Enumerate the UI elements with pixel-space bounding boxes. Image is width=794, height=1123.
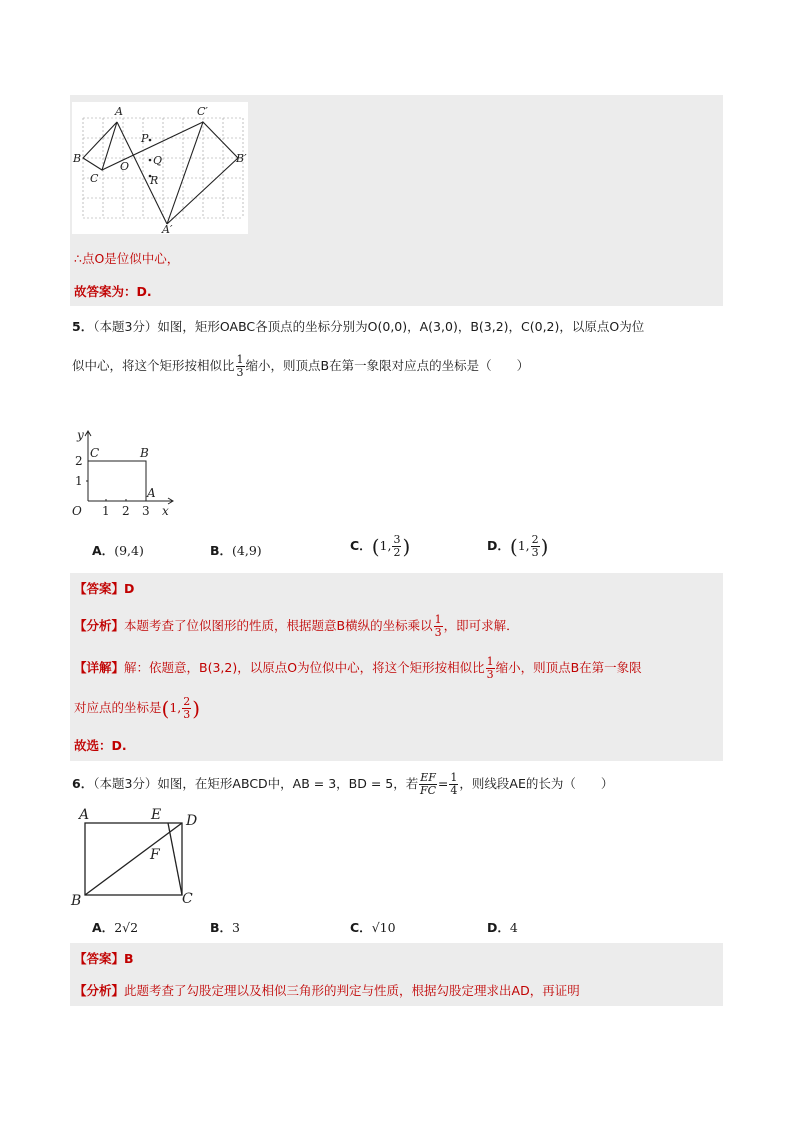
detail-text-end: 缩小，则顶点B在第一象限 bbox=[495, 660, 642, 675]
q5-fig-c: C bbox=[90, 446, 100, 460]
fraction-denominator: 3 bbox=[434, 626, 442, 639]
fig-label-a: A bbox=[115, 105, 123, 118]
q5-option-d[interactable]: D．(1, $\frac{2}{3}$ ) bbox=[487, 533, 549, 559]
detail-tag: 【详解】 bbox=[74, 660, 125, 675]
q6-analysis-row bbox=[74, 982, 580, 1000]
fig-label-c-prime: C′ bbox=[197, 105, 208, 118]
q6-fig-e: E bbox=[151, 807, 162, 823]
analysis-fraction bbox=[434, 614, 443, 639]
q5-score: （本题3分） bbox=[93, 319, 158, 334]
q6-score: （本题3分） bbox=[93, 776, 158, 791]
analysis-text: 本题考查了位似图形的性质，根据题意B横纵的坐标乘以 bbox=[124, 618, 433, 633]
fraction-denominator: 3 bbox=[531, 546, 539, 559]
q5-detail-row1 bbox=[74, 653, 642, 683]
fraction-denominator: 2 bbox=[393, 546, 401, 559]
q5-analysis-row bbox=[74, 611, 519, 641]
q6-fig-b: B bbox=[71, 893, 82, 908]
option-value: 1, bbox=[517, 538, 530, 553]
detail-fraction bbox=[486, 656, 495, 681]
q6-option-d[interactable] bbox=[487, 918, 518, 936]
q5-choose-line: 故选：D. bbox=[74, 738, 127, 753]
option-label: D． bbox=[487, 920, 510, 935]
fig-label-b-prime: B′ bbox=[236, 152, 247, 165]
q6-stem bbox=[72, 768, 613, 800]
q5-fig-tick1: 1 bbox=[102, 504, 110, 518]
fraction-numerator: 1 bbox=[236, 353, 244, 366]
q5-fig-ylabel1: 1 bbox=[75, 474, 83, 488]
q5-option-b[interactable] bbox=[210, 541, 262, 559]
q5-fig-x: x bbox=[162, 504, 169, 518]
option-value: (4,9) bbox=[232, 543, 262, 558]
fig-label-q: Q bbox=[153, 154, 163, 167]
q6-fig-d: D bbox=[186, 813, 198, 829]
q6-stem-text: 如图，在矩形ABCD中，AB = 3，BD = 5，若 bbox=[157, 776, 419, 791]
prev-solution-panel bbox=[70, 95, 723, 306]
q6-option-b[interactable] bbox=[210, 918, 240, 936]
prev-grid-figure bbox=[72, 102, 248, 234]
q6-stem-text-end: ，则线段AE的长为（ ） bbox=[459, 776, 614, 791]
detail-text-2: 对应点的坐标是 bbox=[74, 700, 162, 715]
q5-fig-tick2: 2 bbox=[122, 504, 130, 518]
option-label: D． bbox=[487, 538, 510, 553]
fraction-numerator: 1 bbox=[486, 655, 494, 668]
fraction-denominator: 3 bbox=[486, 668, 494, 681]
equals-sign: = bbox=[437, 776, 449, 791]
q6-option-c[interactable] bbox=[350, 918, 396, 936]
q6-ratio-fraction bbox=[419, 772, 437, 797]
q5-fig-b: B bbox=[140, 446, 149, 460]
fig-label-c: C bbox=[90, 172, 99, 185]
q6-figure bbox=[70, 803, 210, 908]
option-label: A． bbox=[92, 920, 115, 935]
fraction-denominator: 4 bbox=[450, 784, 458, 797]
fig-label-p: P bbox=[141, 132, 149, 145]
q5-detail-row2: 对应点的坐标是(1, $\frac{2}{3}$ ) bbox=[74, 695, 201, 721]
analysis-text: 此题考查了勾股定理以及相似三角形的判定与性质，根据勾股定理求出AD，再证明 bbox=[124, 983, 580, 998]
detail-text: 解：依题意，B(3,2)，以原点O为位似中心，将这个矩形按相似比 bbox=[124, 660, 485, 675]
q5-stem-line2 bbox=[72, 352, 529, 380]
q6-solution-panel bbox=[70, 943, 723, 1006]
detail-result-fraction bbox=[182, 696, 191, 721]
q6-fig-c: C bbox=[182, 891, 193, 907]
q5-option-c[interactable]: C．(1, $\frac{3}{2}$ ) bbox=[350, 533, 411, 559]
q6-answer-row bbox=[74, 950, 134, 968]
fig-label-o: O bbox=[120, 160, 130, 173]
q5-fig-tick3: 3 bbox=[142, 504, 150, 518]
answer-tag: 【答案】 bbox=[74, 581, 125, 596]
fig-label-a-prime: A′ bbox=[162, 223, 173, 234]
analysis-tag: 【分析】 bbox=[74, 983, 125, 998]
fraction-numerator: 1 bbox=[434, 613, 442, 626]
fig-label-b: B bbox=[73, 152, 82, 165]
q5-figure bbox=[70, 425, 180, 520]
fraction-numerator: EF bbox=[420, 771, 436, 784]
q5-answer-row bbox=[74, 580, 134, 598]
fraction-numerator: 2 bbox=[183, 695, 191, 708]
option-value: 2√2 bbox=[114, 920, 139, 935]
option-fraction bbox=[531, 534, 540, 559]
q5-stem-text2b: 缩小，则顶点B在第一象限对应点的坐标是（ ） bbox=[245, 358, 530, 373]
answer-value: D bbox=[124, 581, 135, 596]
option-value: √10 bbox=[371, 920, 396, 935]
q6-number: 6． bbox=[72, 776, 94, 791]
fraction-denominator: 3 bbox=[183, 708, 191, 721]
option-label: B． bbox=[210, 543, 233, 558]
q5-stem-text1: 如图，矩形OABC各顶点的坐标分别为O(0,0)，A(3,0)，B(3,2)，C(0,2)，以原点O为位 bbox=[157, 319, 645, 334]
answer-tag: 【答案】 bbox=[74, 951, 125, 966]
q5-ratio-fraction bbox=[236, 354, 245, 379]
q5-fig-y: y bbox=[77, 428, 84, 442]
option-label: B． bbox=[210, 920, 233, 935]
q5-option-a[interactable] bbox=[92, 541, 144, 559]
option-label: A． bbox=[92, 543, 115, 558]
fig-label-r: R bbox=[150, 174, 159, 187]
q6-option-a[interactable] bbox=[92, 918, 138, 936]
fraction-numerator: 2 bbox=[531, 533, 539, 546]
option-label: C． bbox=[350, 538, 372, 553]
option-value: (9,4) bbox=[114, 543, 144, 558]
answer-value: B bbox=[124, 951, 134, 966]
option-fraction bbox=[392, 534, 401, 559]
option-value: 3 bbox=[232, 920, 240, 935]
fraction-denominator: 3 bbox=[236, 366, 244, 379]
analysis-tag: 【分析】 bbox=[74, 618, 125, 633]
q5-solution-panel bbox=[70, 573, 723, 761]
fraction-numerator: 3 bbox=[393, 533, 401, 546]
q5-fig-o: O bbox=[72, 504, 82, 518]
q5-fig-ylabel2: 2 bbox=[75, 454, 83, 468]
fraction-numerator: 1 bbox=[450, 771, 458, 784]
q6-fig-f: F bbox=[150, 847, 160, 863]
q5-stem-line1 bbox=[72, 318, 644, 336]
q6-value-fraction bbox=[449, 772, 458, 797]
prev-conclusion: ∴点O是位似中心， bbox=[74, 251, 180, 266]
q5-fig-a: A bbox=[147, 486, 156, 500]
prev-answer-line: 故答案为：D. bbox=[74, 284, 152, 299]
option-value: 1, bbox=[379, 538, 392, 553]
fraction-denominator: FC bbox=[420, 784, 437, 797]
q6-fig-a: A bbox=[79, 807, 90, 823]
option-value: 4 bbox=[509, 920, 518, 935]
q5-stem-text2a: 似中心，将这个矩形按相似比 bbox=[72, 358, 235, 373]
q5-number: 5． bbox=[72, 319, 94, 334]
detail-coordinate: 1, bbox=[169, 700, 182, 715]
analysis-text-end: ，即可求解． bbox=[443, 618, 519, 633]
option-label: C． bbox=[350, 920, 372, 935]
